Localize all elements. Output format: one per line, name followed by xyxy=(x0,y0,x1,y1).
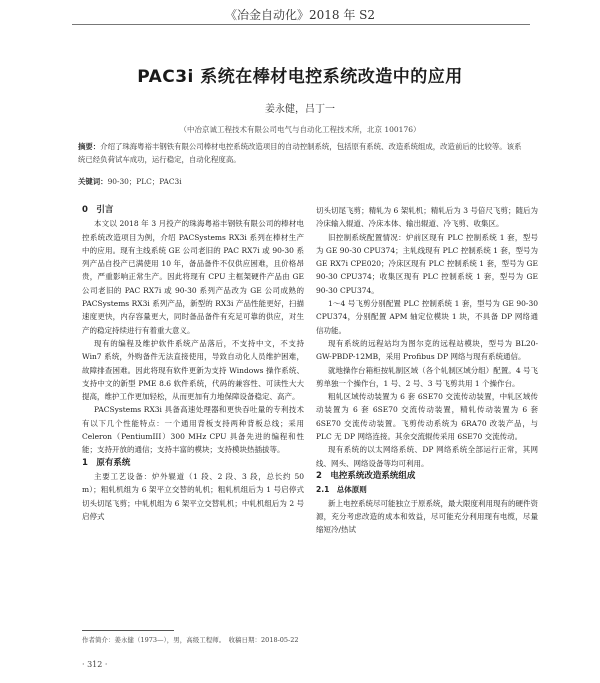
abstract xyxy=(78,140,528,166)
intro-paragraph-2: 现有的编程及维护软件系统产品落后，不支持中文，不支持 Win7 系统，外购备件无法直接使用，导致自动化人员维护困难，故障排查困难。因此将现有软件更新为支持 Windows 操作系统、支持中文的新型 PME 8.6 软件系统，代码的兼容性、可读性大大提高，维护工作更加轻松，从而更加有力地保障设备稳定、高产。 xyxy=(82,338,304,402)
right-paragraph-2: 旧控制系统配置情况：炉前区现有 PLC 控制系统 1 套，型号为 GE 90-30 CPU374；主轧线现有 PLC 控制系统 1 套，型号为 GE RX7i CPE020；冷床区现有 PLC 控制系统 1 套，型号为 GE 90-30 CPU374；收集区现有 PLC 控制系统 1 套，型号为 GE 90-30 CPU374。 xyxy=(316,232,538,295)
section-2-1-heading: 2.1 总体原则 xyxy=(316,485,367,495)
right-paragraph-6: 粗轧区域传动装置为 6 套 6SE70 交流传动装置，中轧区域传动装置为 6 套 6SE70 交流传动装置，精轧传动装置为 6 套 6SE70 交流传动装置。飞剪传动系统为 6RA70 改装产品，与 PLC 无 DP 网络连接。其余交流辊传采用 6SE70 交流传动。 xyxy=(316,392,538,442)
right-paragraph-7: 现有系统的以太网络系统、DP 网络系统全部运行正常，其网线、网头、网络设备等均可利用。 xyxy=(316,445,538,468)
keywords xyxy=(78,176,528,187)
abstract-text: 介绍了珠海粤裕丰钢铁有限公司棒材电控系统改造项目的自动控制系统，包括原有系统、改造系统组成，改造前后的比较等。该系统已经负荷试车成功，运行稳定，自动化程度高。 xyxy=(78,142,522,164)
section-2-heading: 2 电控系统改造系统组成 xyxy=(316,470,416,481)
abstract-label: 摘要： xyxy=(78,142,101,151)
keywords-label: 关键词： xyxy=(78,177,108,186)
left-column xyxy=(82,204,304,523)
right-paragraph-1: 切头切尾飞剪；精轧为 6 架轧机；精轧后为 3 号倍尺飞剪；随后为冷床输入辊道、冷床本体、输出辊道、冷飞剪、收集区。 xyxy=(316,206,538,229)
right-paragraph-8: 新上电控系统尽可能独立于原系统，最大限度利用现有的硬件资源，充分考虑改造的成本和效益，尽可能充分利用现有电缆，尽量缩短冷/热试 xyxy=(316,498,538,535)
footnote-rule xyxy=(82,630,174,631)
right-paragraph-3: 1～4 号飞剪分别配置 PLC 控制系统 1 套，型号为 GE 90-30 CPU374，分别配置 APM 轴定位模块 1 块，不具备 DP 网络通信功能。 xyxy=(316,299,538,335)
journal-header: 《冶金自动化》2018 年 S2 xyxy=(224,8,376,22)
right-paragraph-4: 现有系统的远程站均为图尔克的远程站模块，型号为 BL20-GW-PBDP-12MB，采用 Profibus DP 网络与现有系统通信。 xyxy=(316,338,538,362)
section-1-heading: 1 原有系统 xyxy=(82,457,131,468)
keywords-text: 90-30；PLC；PAC3i xyxy=(107,177,182,186)
paper-title: PAC3i 系统在棒材电控系统改造中的应用 xyxy=(137,67,463,87)
intro-paragraph-3: PACSystems RX3i 具备高速处理器和更快吞吐量的专利技术有以下几个性能特点：一个通用背板支持两种背板总线；采用 Celeron（PentiumIII）300 MHz CPU 具备先进的编程和性能；支持开放的通信；支持丰富的模块；支持模块热插拔等。 xyxy=(82,405,304,455)
intro-paragraph-1: 本文以 2018 年 3 月投产的珠海粤裕丰钢铁有限公司的棒材电控系统改造项目为例，介绍 PACSystems RX3i 系列在棒材生产中的应用。现有主线系统 GE 公司老旧的 PAC RX7i 或 90-30 系列产品自投产已满使用 10 年，备品备件不仅供应困难，且价格昂贵，严重影响正常生产。因此将现有 CPU 主框架硬件产品由 GE 公司老旧的 PAC RX7i 或 90-30 系列产品改为 GE 公司成熟的 PACSystems RX3i 系列产品，新型的 RX3i 产品性能更好，扫描速度更快，内存容量更大，同时备品备件有充足可靠的供应，对生产的稳定持续进行有着重大意义。 xyxy=(82,219,304,335)
page-number: · 312 · xyxy=(82,660,108,669)
right-paragraph-5: 就地操作台箱柜按轧制区域（各个轧制区域分组）配置。4 号飞剪单独一个操作台，1 号、2 号、3 号飞剪共用 1 个操作台。 xyxy=(316,365,538,388)
section-0-heading: 0 引言 xyxy=(82,205,114,215)
authors: 姜永健，吕丁一 xyxy=(265,104,335,115)
affiliation: （中冶京诚工程技术有限公司电气与自动化工程技术所，北京 100176） xyxy=(179,125,421,134)
header-rule xyxy=(72,24,530,25)
footnote: 作者简介：姜永健（1973—），男，高级工程师。 收稿日期：2018-05-22 xyxy=(82,636,299,644)
right-column xyxy=(316,204,538,536)
section-1-paragraph-1: 主要工艺设备：炉外辊道（1 段、2 段、3 段，总长约 50 m）；粗轧机组为 6 架平立交替的轧机；粗轧机组后为 1 号启停式切头切尾飞剪；中轧机组为 6 架平立交替轧机；中轧机组后为 2 号启停式 xyxy=(82,471,304,521)
